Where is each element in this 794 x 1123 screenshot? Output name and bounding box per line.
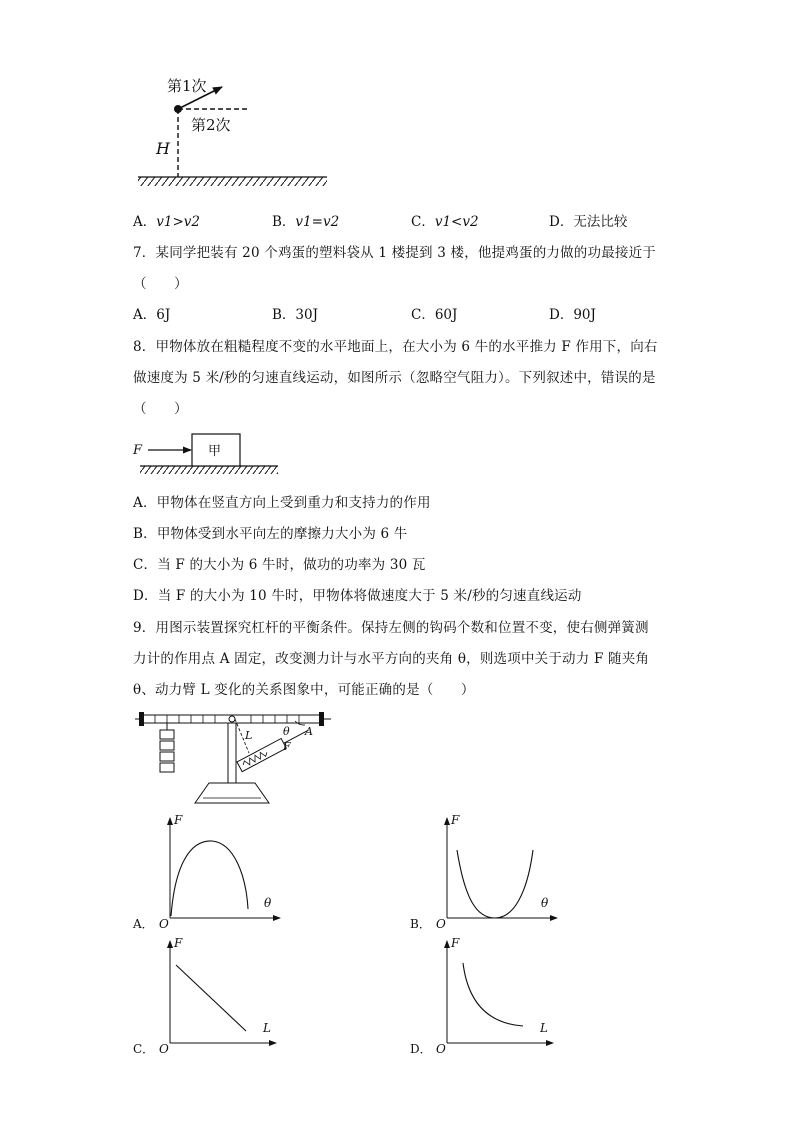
graph-b[interactable] — [407, 810, 567, 930]
arm-label: L — [245, 729, 253, 742]
q8-option-c[interactable]: C．当 F 的大小为 6 牛时，做功的功率为 30 瓦 — [133, 557, 426, 573]
graph-a[interactable] — [130, 810, 290, 930]
graph-a-letter: A． — [133, 917, 154, 931]
q9-stem-line1: 9．用图示装置探究杠杆的平衡条件。保持左侧的钩码个数和位置不变，使右侧弹簧测 — [133, 620, 649, 636]
graph-d-origin: O — [436, 1042, 446, 1056]
pivot — [229, 716, 235, 722]
ground-hatch — [140, 466, 278, 474]
lever-apparatus-figure — [135, 708, 335, 808]
q6-option-b-text: v1=v2 — [295, 214, 340, 230]
q7-option-a[interactable]: A．6J — [133, 307, 171, 323]
q8-option-a[interactable]: A．甲物体在竖直方向上受到重力和支持力的作用 — [133, 495, 431, 511]
q6-option-a[interactable]: A．v1>v2 — [133, 214, 200, 230]
graph-c-line — [176, 965, 246, 1031]
graph-b-origin: O — [436, 917, 446, 931]
launch-point — [174, 105, 182, 113]
label-first-throw: 第1次 — [167, 77, 207, 95]
theta-label: θ — [283, 725, 290, 738]
graph-d-x-label: L — [540, 1021, 548, 1035]
label-second-throw: 第2次 — [191, 116, 231, 134]
graph-b-y-label: F — [451, 813, 460, 827]
graph-d-y-label: F — [451, 936, 460, 950]
label-height: H — [156, 139, 170, 158]
q7-option-d[interactable]: D．90J — [549, 307, 596, 323]
block-push-figure — [130, 430, 290, 480]
q6-option-c[interactable]: C．v1<v2 — [411, 214, 479, 230]
force-label: F — [283, 740, 291, 753]
stand-base — [195, 783, 269, 803]
q7-option-b[interactable]: B．30J — [272, 307, 319, 323]
graph-d-letter: D． — [410, 1042, 432, 1056]
q9-stem-line3: θ、动力臂 L 变化的关系图象中，可能正确的是（ ） — [133, 682, 475, 698]
block-label: 甲 — [208, 444, 222, 459]
q6-option-d-text: 无法比较 — [573, 214, 628, 230]
q6-option-a-text: v1>v2 — [156, 214, 200, 230]
q7-option-c[interactable]: C．60J — [411, 307, 458, 323]
hook-weights — [160, 730, 174, 772]
q6-option-c-text: v1<v2 — [434, 214, 479, 230]
q8-option-d[interactable]: D．当 F 的大小为 10 牛时，甲物体将做速度大于 5 米/秒的匀速直线运动 — [133, 588, 582, 604]
graph-c-origin: O — [159, 1042, 169, 1056]
graph-c-x-label: L — [263, 1021, 271, 1035]
projectile-figure — [130, 65, 340, 200]
graph-c-y-label: F — [174, 936, 183, 950]
graph-d-curve — [463, 963, 523, 1026]
point-a-label: A — [305, 725, 313, 738]
graph-a-x-label: θ — [264, 896, 272, 910]
force-label: F — [133, 443, 143, 458]
graph-a-curve — [171, 841, 248, 916]
q6-option-b[interactable]: B．v1=v2 — [272, 214, 340, 230]
q9-stem-line2: 力计的作用点 A 固定，改变测力计与水平方向的夹角 θ，则选项中关于动力 F 随夹角 — [133, 651, 650, 667]
graph-a-origin: O — [159, 917, 169, 931]
q8-stem-line1: 8．甲物体放在粗糙程度不变的水平地面上，在大小为 6 牛的水平推力 F 作用下，向右 — [133, 339, 658, 355]
graph-b-x-label: θ — [541, 896, 549, 910]
ground-hatch — [138, 177, 327, 186]
graph-c-letter: C． — [133, 1042, 155, 1056]
q6-option-d[interactable]: D．无法比较 — [549, 214, 628, 230]
q8-option-b[interactable]: B．甲物体受到水平向左的摩擦力大小为 6 牛 — [133, 526, 408, 542]
stand-pole — [228, 723, 236, 783]
graph-c[interactable] — [130, 935, 290, 1055]
q8-stem-line2: 做速度为 5 米/秒的匀速直线运动，如图所示（忽略空气阻力）。下列叙述中，错误的是 — [133, 370, 656, 386]
graph-b-letter: B． — [410, 917, 431, 931]
q7-stem-line1: 7．某同学把装有 20 个鸡蛋的塑料袋从 1 楼提到 3 楼，他提鸡蛋的力做的功最接近于 — [133, 245, 656, 261]
q8-stem-line3: （ ） — [133, 401, 188, 417]
graph-b-curve — [457, 850, 533, 918]
q7-stem-line2: （ ） — [133, 276, 188, 292]
graph-a-y-label: F — [174, 813, 183, 827]
graph-d[interactable] — [407, 935, 567, 1055]
